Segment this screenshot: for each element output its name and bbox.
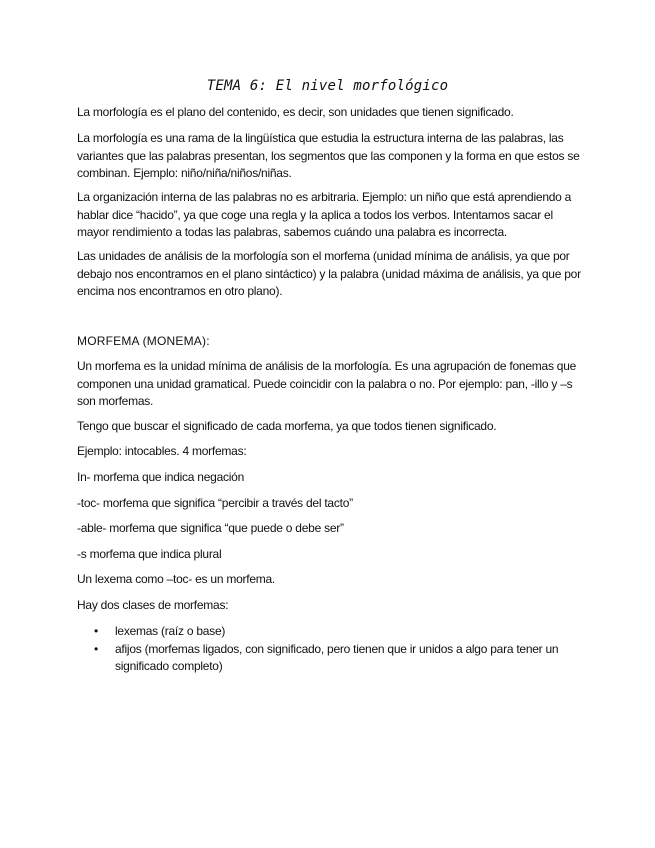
intro-paragraph-3: La organización interna de las palabras no es arbitraria. Ejemplo: un niño que está aprendiendo a hablar dice “hacido”, ya que coge una regla y la aplica a todos los verbos. Intentamos sacar el mayor rendimiento a todas las palabras, sabemos cuándo una palabra es incorrecta. — [77, 190, 572, 239]
intro-paragraph-2: La morfología es una rama de la lingüística que estudia la estructura interna de las palabras, las variantes que las palabras presentan, los segmentos que las componen y la forma en que estos se combinan. Ejemplo: niño/niña/niños/niñas. — [77, 131, 580, 180]
morfema-paragraph-2: Tengo que buscar el significado de cada morfema, ya que todos tienen significado. — [77, 419, 497, 433]
bullet-icon: • — [94, 624, 98, 638]
list-item — [77, 641, 583, 676]
example-morpheme-able: -able- morfema que significa “que puede o debe ser” — [77, 521, 344, 535]
bullet-icon: • — [94, 641, 98, 656]
document-title: TEMA 6: El nivel morfológico — [206, 78, 449, 94]
lexema-note: Un lexema como –toc- es un morfema. — [77, 572, 275, 586]
example-morpheme-in: In- morfema que indica negación — [77, 470, 245, 484]
list-item-text: afijos (morfemas ligados, con significado, pero tienen que ir unidos a algo para tener un significado completo) — [115, 641, 559, 673]
morfema-paragraph-1: Un morfema es la unidad mínima de análisis de la morfología. Es una agrupación de fonemas que componen una unidad gramatical. Puede coincidir con la palabra o no. Por ejemplo: pan, -illo y –s son morfemas. — [77, 359, 577, 408]
example-morpheme-s: -s morfema que indica plural — [77, 547, 222, 561]
list-item-text: lexemas (raíz o base) — [115, 624, 226, 638]
example-morpheme-toc: -toc- morfema que significa “percibir a través del tacto” — [77, 496, 353, 510]
list-item — [77, 623, 583, 641]
classes-intro: Hay dos clases de morfemas: — [77, 598, 229, 612]
intro-paragraph-4: Las unidades de análisis de la morfología son el morfema (unidad mínima de análisis, ya que por debajo nos encontramos en el plano sintáctico) y la palabra (unidad máxima de análisis, ya que por encima nos encontramos en otro plano). — [77, 249, 581, 298]
example-intro-line: Ejemplo: intocables. 4 morfemas: — [77, 444, 247, 458]
section-heading-morfema: MORFEMA (MONEMA): — [77, 334, 210, 348]
morpheme-classes-list — [77, 623, 583, 676]
intro-paragraph-1: La morfología es el plano del contenido, es decir, son unidades que tienen significado. — [77, 105, 514, 119]
